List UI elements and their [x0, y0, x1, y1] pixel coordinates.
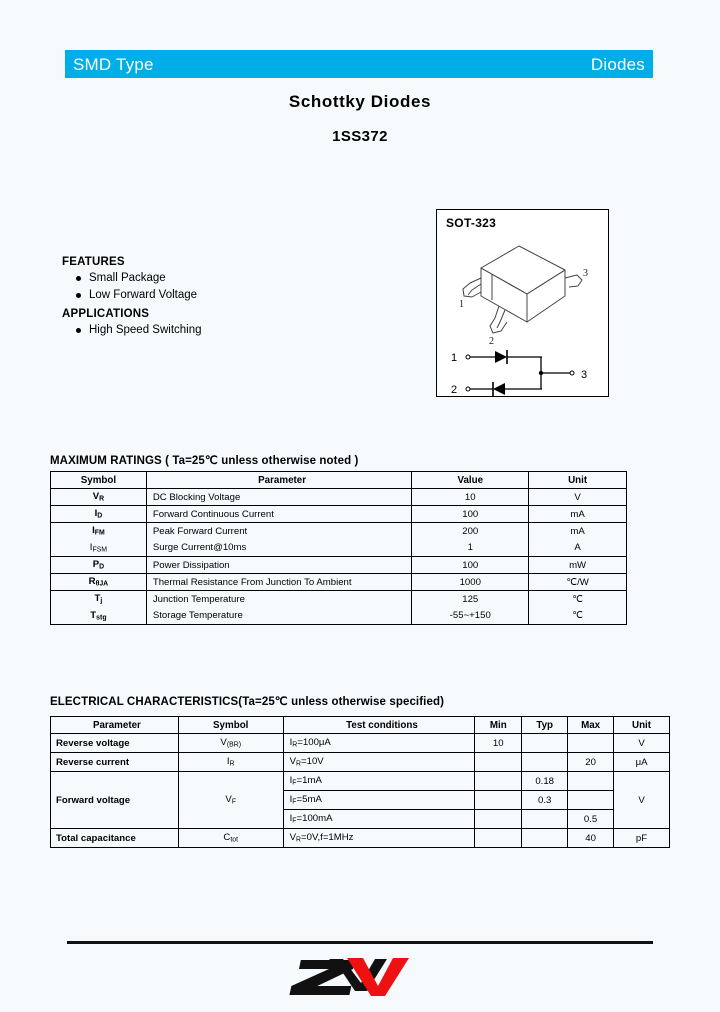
cell-max — [568, 772, 614, 791]
cell-symbol: $V_F$ — [178, 772, 283, 829]
column-header-parameter: Parameter — [146, 472, 412, 489]
cell-test-condition: $I_F=100mA$ — [283, 810, 475, 829]
cell-max — [568, 734, 614, 753]
cell-symbol: $T_j$ — [51, 591, 147, 608]
banner-right-label: Diodes — [590, 54, 645, 74]
company-logo — [283, 950, 437, 998]
package-diagram-box — [436, 209, 609, 397]
table-row — [51, 506, 627, 523]
table-row — [51, 557, 627, 574]
cell-max: 0.5 — [568, 810, 614, 829]
cell-test-condition: $I_F=5mA$ — [283, 791, 475, 810]
column-header-value: Value — [412, 472, 529, 489]
cell-value: 100 — [412, 506, 529, 523]
cell-max: 40 — [568, 829, 614, 848]
cell-min — [475, 829, 522, 848]
cell-parameter: Surge Current@10ms — [146, 540, 412, 557]
max-ratings-heading: MAXIMUM RATINGS ( Ta=25℃ unless otherwise noted ) — [50, 455, 359, 467]
cell-max: 20 — [568, 753, 614, 772]
cell-unit: A — [529, 540, 627, 557]
cell-typ — [522, 810, 568, 829]
cell-symbol: $R_{\theta JA}$ — [51, 574, 147, 591]
max-ratings-table — [50, 471, 627, 625]
cell-value: 1 — [412, 540, 529, 557]
cell-parameter: Thermal Resistance From Junction To Ambient — [146, 574, 412, 591]
cell-test-condition: $I_F=1mA$ — [283, 772, 475, 791]
cell-symbol: $C_{tot}$ — [178, 829, 283, 848]
footer-divider — [67, 941, 653, 944]
feature-label: Small Package — [89, 272, 166, 284]
table-row — [51, 829, 670, 848]
column-header-test-conditions: Test conditions — [283, 717, 475, 734]
package-pin-2-label: 2 — [489, 336, 494, 347]
table-row — [51, 772, 670, 791]
cell-parameter: Forward voltage — [51, 772, 179, 829]
cell-test-condition: $V_R=0V,f=1MHz$ — [283, 829, 475, 848]
diode-2-symbol — [493, 383, 505, 395]
cell-value: 10 — [412, 489, 529, 506]
list-item — [62, 324, 352, 336]
cell-symbol: $V_R$ — [51, 489, 147, 506]
cell-unit: pF — [614, 829, 670, 848]
table-row — [51, 753, 670, 772]
table-row — [51, 608, 627, 625]
cell-parameter: Reverse current — [51, 753, 179, 772]
cell-value: 1000 — [412, 574, 529, 591]
cell-parameter: Junction Temperature — [146, 591, 412, 608]
cell-value: -55~+150 — [412, 608, 529, 625]
cell-unit: V — [529, 489, 627, 506]
cell-typ: 0.3 — [522, 791, 568, 810]
cell-symbol: $P_D$ — [51, 557, 147, 574]
cell-unit: ℃ — [529, 608, 627, 625]
column-header-typ: Typ — [522, 717, 568, 734]
cell-typ: 0.18 — [522, 772, 568, 791]
table-header-row — [51, 472, 627, 489]
column-header-unit: Unit — [614, 717, 670, 734]
package-drawing — [437, 234, 608, 396]
table-row — [51, 489, 627, 506]
cell-parameter: Reverse voltage — [51, 734, 179, 753]
cell-test-condition: $I_R=100\mu A$ — [283, 734, 475, 753]
cell-value: 125 — [412, 591, 529, 608]
cell-test-condition: $V_R=10V$ — [283, 753, 475, 772]
table-row — [51, 540, 627, 557]
cell-symbol: $I_R$ — [178, 753, 283, 772]
page-header-banner — [65, 50, 653, 78]
page-title: Schottky Diodes — [288, 92, 432, 111]
application-label: High Speed Switching — [89, 324, 202, 336]
cell-unit: V — [614, 734, 670, 753]
cell-unit: ℃/W — [529, 574, 627, 591]
cell-unit: mA — [529, 523, 627, 540]
schematic-pin-1-label: 1 — [451, 352, 458, 364]
cell-parameter: Peak Forward Current — [146, 523, 412, 540]
features-heading: FEATURES — [62, 256, 125, 268]
cell-parameter: DC Blocking Voltage — [146, 489, 412, 506]
cell-min — [475, 791, 522, 810]
cell-unit: μA — [614, 753, 670, 772]
bullet-icon — [76, 276, 81, 281]
cell-unit: mA — [529, 506, 627, 523]
table-row — [51, 734, 670, 753]
part-number: 1SS372 — [332, 128, 388, 145]
column-header-unit: Unit — [529, 472, 627, 489]
package-pin-3-label: 3 — [583, 268, 588, 279]
table-header-row — [51, 717, 670, 734]
cell-typ — [522, 829, 568, 848]
features-section — [62, 256, 352, 341]
list-item — [62, 289, 352, 301]
cell-unit: ℃ — [529, 591, 627, 608]
electrical-characteristics-heading: ELECTRICAL CHARACTERISTICS(Ta=25℃ unless otherwise specified) — [50, 696, 445, 708]
package-pin-1-label: 1 — [459, 299, 464, 310]
cell-max — [568, 791, 614, 810]
cell-symbol: $I_{FM}$ — [51, 523, 147, 540]
package-name-label: SOT-323 — [446, 216, 497, 230]
applications-heading: APPLICATIONS — [62, 308, 150, 320]
cell-min: 10 — [475, 734, 522, 753]
cell-typ — [522, 753, 568, 772]
table-row — [51, 574, 627, 591]
cell-typ — [522, 734, 568, 753]
schematic-pin-3-label: 3 — [581, 369, 588, 381]
cell-unit: mW — [529, 557, 627, 574]
cell-min — [475, 772, 522, 791]
cell-symbol: $I_D$ — [51, 506, 147, 523]
table-row — [51, 523, 627, 540]
cell-parameter: Total capacitance — [51, 829, 179, 848]
cell-symbol: $I_{FSM}$ — [51, 540, 147, 557]
feature-label: Low Forward Voltage — [89, 289, 198, 301]
cell-unit: V — [614, 772, 670, 829]
cell-value: 200 — [412, 523, 529, 540]
column-header-max: Max — [568, 717, 614, 734]
column-header-min: Min — [475, 717, 522, 734]
cell-parameter: Storage Temperature — [146, 608, 412, 625]
list-item — [62, 272, 352, 284]
cell-symbol: $V_{(BR)}$ — [178, 734, 283, 753]
diode-1-symbol — [495, 351, 507, 363]
bullet-icon — [76, 293, 81, 298]
cell-min — [475, 753, 522, 772]
column-header-symbol: Symbol — [178, 717, 283, 734]
column-header-parameter: Parameter — [51, 717, 179, 734]
banner-left-label: SMD Type — [73, 54, 154, 74]
cell-symbol: $T_{stg}$ — [51, 608, 147, 625]
cell-value: 100 — [412, 557, 529, 574]
column-header-symbol: Symbol — [51, 472, 147, 489]
bullet-icon — [76, 328, 81, 333]
cell-parameter: Power Dissipation — [146, 557, 412, 574]
electrical-characteristics-table — [50, 716, 670, 848]
schematic-pin-2-label: 2 — [451, 384, 458, 396]
cell-min — [475, 810, 522, 829]
cell-parameter: Forward Continuous Current — [146, 506, 412, 523]
table-row — [51, 591, 627, 608]
